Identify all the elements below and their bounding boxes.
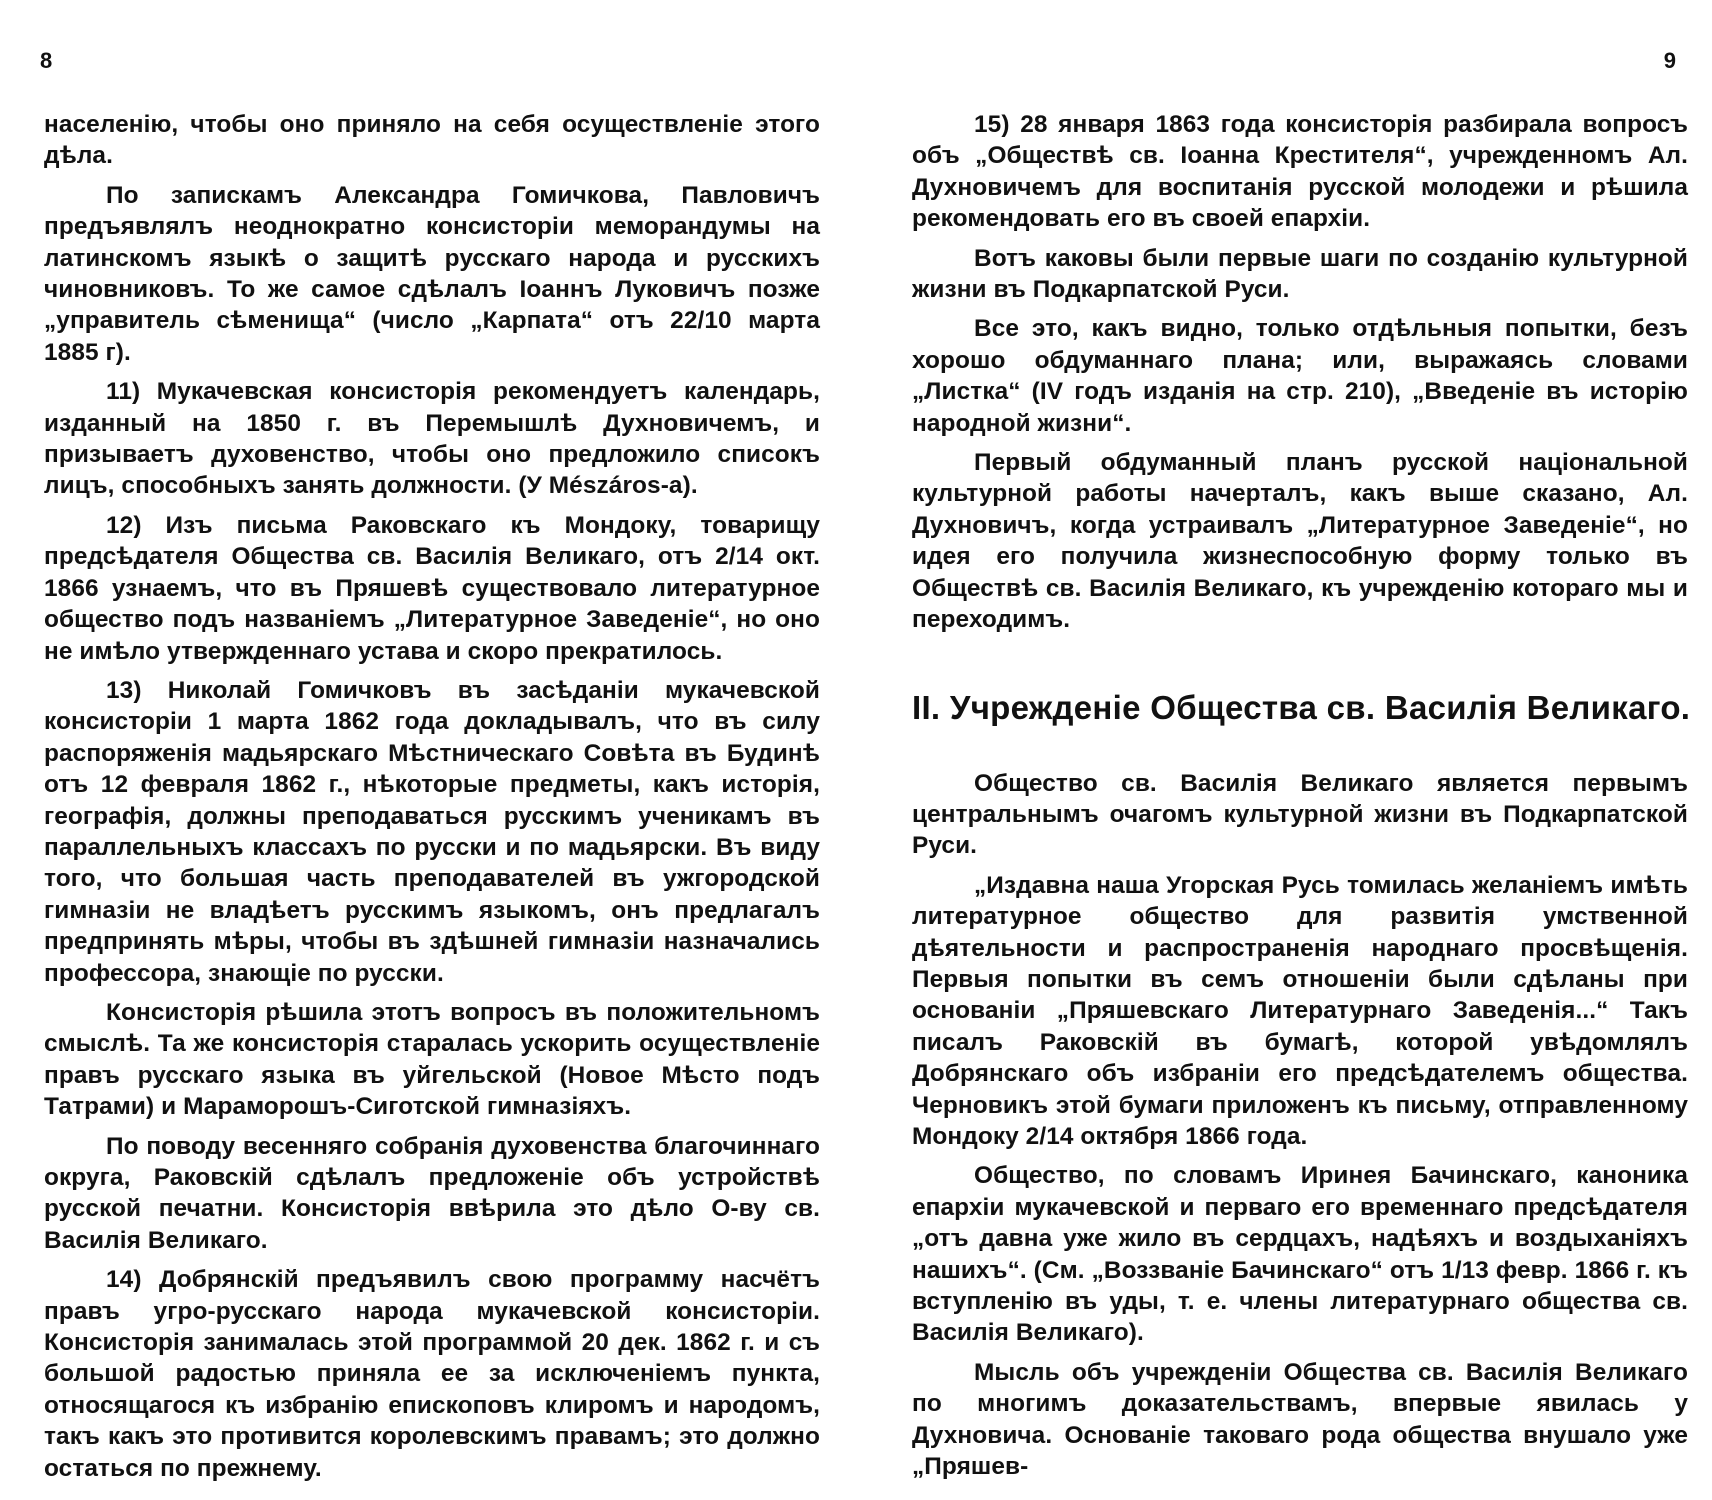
paragraph: „Издавна наша Угорская Русь томилась желаніемъ имѣть литературное общество для развитія умственной дѣятельности и распространенія народнаго просвѣщенія. Первыя попытки въ семъ отношеніи были сдѣланы при основаніи „Пряшевскаго Литературнаго Заведенія...“ Такъ писалъ Раковскій въ бумагѣ, которой увѣдомлялъ Добрянскаго объ избраніи его предсѣдателемъ общества. Черновикъ этой бумаги приложенъ къ письму, отправленному Мондоку 2/14 октября 1866 года. [912,871,1688,1150]
page-number: 9 [1663,48,1676,73]
paragraph: 14) Добрянскій предъявилъ свою программу насчётъ правъ угро-русскаго народа мукачевской консисторіи. Консисторія занималась этой программой 20 дек. 1862 г. и съ большой радостью приняла ее за исключеніемъ пункта, относящагося къ избранію епископовъ клиромъ и народомъ, такъ какъ это противится королевскимъ правамъ; это должно остаться по прежнему. [44,1266,820,1482]
paragraph: Общество св. Василія Великаго является первымъ центральнымъ очагомъ культурной жизни въ Подкарпатской Руси. [912,769,1688,860]
page-number: 8 [40,48,53,73]
section-heading: II. Учрежденіе Общества св. Василія Великаго. [912,688,1691,726]
paragraph: 13) Николай Гомичковъ въ засѣданіи мукачевской консисторіи 1 марта 1862 года докладывалъ, что въ силу распоряженія мадьярскаго Мѣстническаго Совѣта въ Будинѣ отъ 12 февраля 1862 г., нѣкоторые предметы, какъ исторія, географія, должны преподаваться русскимъ ученикамъ въ параллельныхъ классахъ по русски и по мадьярски. Въ виду того, что большая часть преподавателей въ ужгородской гимназіи не владѣетъ русскимъ языкомъ, онъ предлагалъ предпринять мѣры, чтобы въ здѣшней гимназіи назначались профессора, знающіе по русски. [44,676,820,987]
paragraph: 15) 28 января 1863 года консисторія разбирала вопросъ объ „Обществѣ св. Іоанна Крестителя“, учрежденномъ Ал. Духновичемъ для воспитанія русской молодежи и рѣшила рекомендовать его въ своей епархіи. [912,111,1688,233]
paragraph: Общество, по словамъ Иринея Бачинскаго, каноника епархіи мукачевской и перваго его временнаго предсѣдателя „отъ давна уже жило въ сердцахъ, надѣяхъ и воздыханіяхъ нашихъ“. (См. „Воззваніе Бачинскаго“ отъ 1/13 февр. 1866 г. къ вступленію въ уды, т. е. члены литературнаго общества св. Василія Великаго). [912,1162,1688,1347]
paragraph: 12) Изъ письма Раковскаго къ Мондоку, товарищу предсѣдателя Общества св. Василія Великаго, отъ 2/14 окт. 1866 узнаемъ, что въ Пряшевѣ существовало литературное общество подъ названіемъ „Литературное Заведеніе“, но оно не имѣло утвержденнаго устава и скоро прекратилось. [44,511,820,665]
right-text-column [912,109,1691,1490]
paragraph: Первый обдуманный планъ русской національной культурной работы начерталъ, какъ выше сказано, Ал. Духновичъ, когда устраивалъ „Литературное Заведеніе“, но идея его получила жизнеспособную форму только въ Обществѣ св. Василія Великаго, къ учрежденію котораго мы и переходимъ. [912,449,1688,634]
paragraph: Мысль объ учрежденіи Общества св. Василія Великаго по многимъ доказательствамъ, впервые явилась у Духновича. Основаніе таковаго рода общества внушало уже „Пряшев- [912,1358,1688,1481]
right-page [856,0,1712,1500]
paragraph: По поводу весенняго собранія духовенства благочиннаго округа, Раковскій сдѣлалъ предложеніе объ устройствѣ русской печатни. Консисторія ввѣрила это дѣло О-ву св. Василія Великаго. [44,1132,820,1254]
left-text-column [44,109,820,1492]
paragraph: Все это, какъ видно, только отдѣльныя попытки, безъ хорошо обдуманнаго плана; или, выражаясь словами „Листка“ (IV годъ изданія на стр. 210), „Введеніе въ исторію народной жизни“. [912,315,1688,437]
paragraph: 11) Мукачевская консисторія рекомендуетъ календарь, изданный на 1850 г. въ Перемышлѣ Духновичемъ, и призываетъ духовенство, чтобы оно предложило списокъ лицъ, способныхъ занять должности. (У Mészáros-a). [44,378,820,500]
paragraph: По запискамъ Александра Гомичкова, Павловичъ предъявлялъ неоднократно консисторіи меморандумы на латинскомъ языкѣ о защитѣ русскаго народа и русскихъ чиновниковъ. То же самое сдѣлалъ Іоаннъ Луковичъ позже „управитель сѣменища“ (число „Карпата“ отъ 22/10 марта 1885 г). [44,181,820,366]
paragraph: Консисторія рѣшила этотъ вопросъ въ положительномъ смыслѣ. Та же консисторія старалась ускорить осуществленіе правъ русскаго языка въ уйгельской (Новое Мѣсто подъ Татрами) и Мараморошъ-Сиготской гимназіяхъ. [44,998,820,1121]
paragraph: населенію, чтобы оно приняло на себя осуществленіе этого дѣла. [44,111,820,170]
paragraph: Вотъ каковы были первые шаги по созданію культурной жизни въ Подкарпатской Руси. [912,244,1688,304]
